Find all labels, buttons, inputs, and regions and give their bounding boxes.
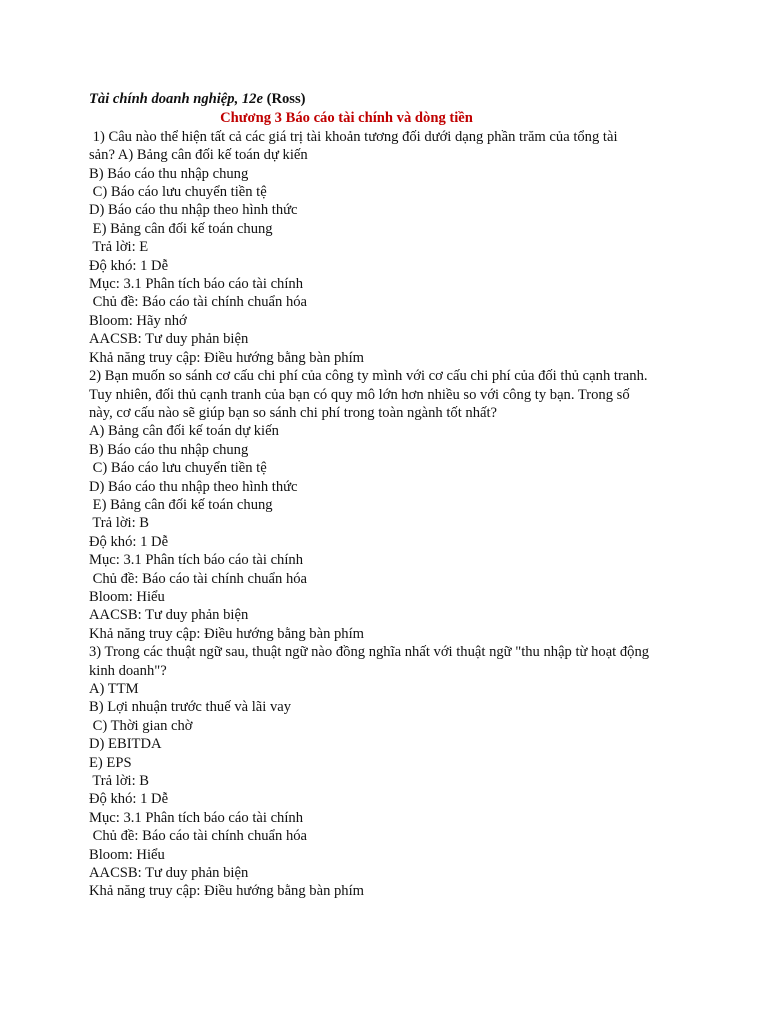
question-stem-line: 2) Bạn muốn so sánh cơ cấu chi phí của công ty mình với cơ cấu chi phí của đối thủ cạnh tranh. bbox=[89, 368, 648, 385]
answer-option: B) Lợi nhuận trước thuế và lãi vay bbox=[89, 699, 292, 716]
question-meta-line: AACSB: Tư duy phản biện bbox=[89, 607, 249, 624]
question-meta-line: Độ khó: 1 Dễ bbox=[89, 533, 169, 550]
question-block bbox=[89, 643, 689, 901]
question-stem-line: này, cơ cấu nào sẽ giúp bạn so sánh chi phí trong toàn ngành tốt nhất? bbox=[89, 404, 497, 421]
answer-option: C) Báo cáo lưu chuyển tiền tệ bbox=[89, 460, 267, 477]
book-title bbox=[89, 90, 689, 108]
question-stem-line: Tuy nhiên, đối thủ cạnh tranh của bạn có quy mô lớn hơn nhiều so với công ty bạn. Trong số bbox=[89, 386, 630, 403]
question-meta-line: Khả năng truy cập: Điều hướng bằng bàn phím bbox=[89, 349, 365, 366]
question-list bbox=[89, 128, 689, 901]
answer-option: D) EBITDA bbox=[89, 736, 162, 753]
question-meta-line: Khả năng truy cập: Điều hướng bằng bàn phím bbox=[89, 883, 365, 900]
question-meta-line: Khả năng truy cập: Điều hướng bằng bàn phím bbox=[89, 625, 365, 642]
question-meta-line: Chủ đề: Báo cáo tài chính chuẩn hóa bbox=[89, 828, 308, 845]
question-meta-line: Trả lời: B bbox=[89, 515, 150, 532]
question-meta-line: Chủ đề: Báo cáo tài chính chuẩn hóa bbox=[89, 294, 308, 311]
question-meta-line: Trả lời: B bbox=[89, 773, 150, 790]
question-meta-line: Chủ đề: Báo cáo tài chính chuẩn hóa bbox=[89, 570, 308, 587]
answer-option: E) Bảng cân đối kế toán chung bbox=[89, 496, 273, 513]
answer-option: D) Báo cáo thu nhập theo hình thức bbox=[89, 202, 298, 219]
question-meta-line: Bloom: Hiểu bbox=[89, 588, 165, 605]
question-block bbox=[89, 367, 689, 643]
book-title-name: Tài chính doanh nghiệp, 12e bbox=[89, 91, 263, 107]
chapter-title: Chương 3 Báo cáo tài chính và dòng tiền bbox=[220, 110, 473, 127]
book-title-author: (Ross) bbox=[262, 91, 306, 107]
question-meta-line: AACSB: Tư duy phản biện bbox=[89, 865, 249, 882]
answer-option: E) EPS bbox=[89, 754, 132, 771]
question-meta-line: Mục: 3.1 Phân tích báo cáo tài chính bbox=[89, 552, 303, 569]
question-block bbox=[89, 128, 689, 367]
answer-option: C) Báo cáo lưu chuyển tiền tệ bbox=[89, 184, 267, 201]
question-meta-line: Mục: 3.1 Phân tích báo cáo tài chính bbox=[89, 276, 303, 293]
answer-option: C) Thời gian chờ bbox=[89, 717, 193, 734]
question-stem-line: 1) Câu nào thể hiện tất cả các giá trị tài khoản tương đối dưới dạng phần trăm của tổng tài bbox=[89, 128, 618, 145]
question-meta-line: AACSB: Tư duy phản biện bbox=[89, 331, 249, 348]
question-stem-line: 3) Trong các thuật ngữ sau, thuật ngữ nào đồng nghĩa nhất với thuật ngữ "thu nhập từ hoạt động bbox=[89, 644, 650, 661]
question-meta-line: Bloom: Hiểu bbox=[89, 846, 165, 863]
document-page bbox=[89, 90, 689, 901]
question-stem-line: kinh doanh"? bbox=[89, 662, 167, 679]
answer-option: E) Bảng cân đối kế toán chung bbox=[89, 220, 273, 237]
answer-option: B) Báo cáo thu nhập chung bbox=[89, 165, 249, 182]
answer-option: D) Báo cáo thu nhập theo hình thức bbox=[89, 478, 298, 495]
question-meta-line: Trả lời: E bbox=[89, 239, 149, 256]
question-meta-line: Mục: 3.1 Phân tích báo cáo tài chính bbox=[89, 809, 303, 826]
answer-option: B) Báo cáo thu nhập chung bbox=[89, 441, 249, 458]
question-meta-line: Bloom: Hãy nhớ bbox=[89, 312, 187, 329]
answer-option: A) TTM bbox=[89, 681, 139, 697]
answer-option: A) Bảng cân đối kế toán dự kiến bbox=[89, 423, 279, 440]
question-meta-line: Độ khó: 1 Dễ bbox=[89, 791, 169, 808]
question-meta-line: Độ khó: 1 Dễ bbox=[89, 257, 169, 274]
question-stem-line: sản? A) Bảng cân đối kế toán dự kiến bbox=[89, 147, 308, 164]
